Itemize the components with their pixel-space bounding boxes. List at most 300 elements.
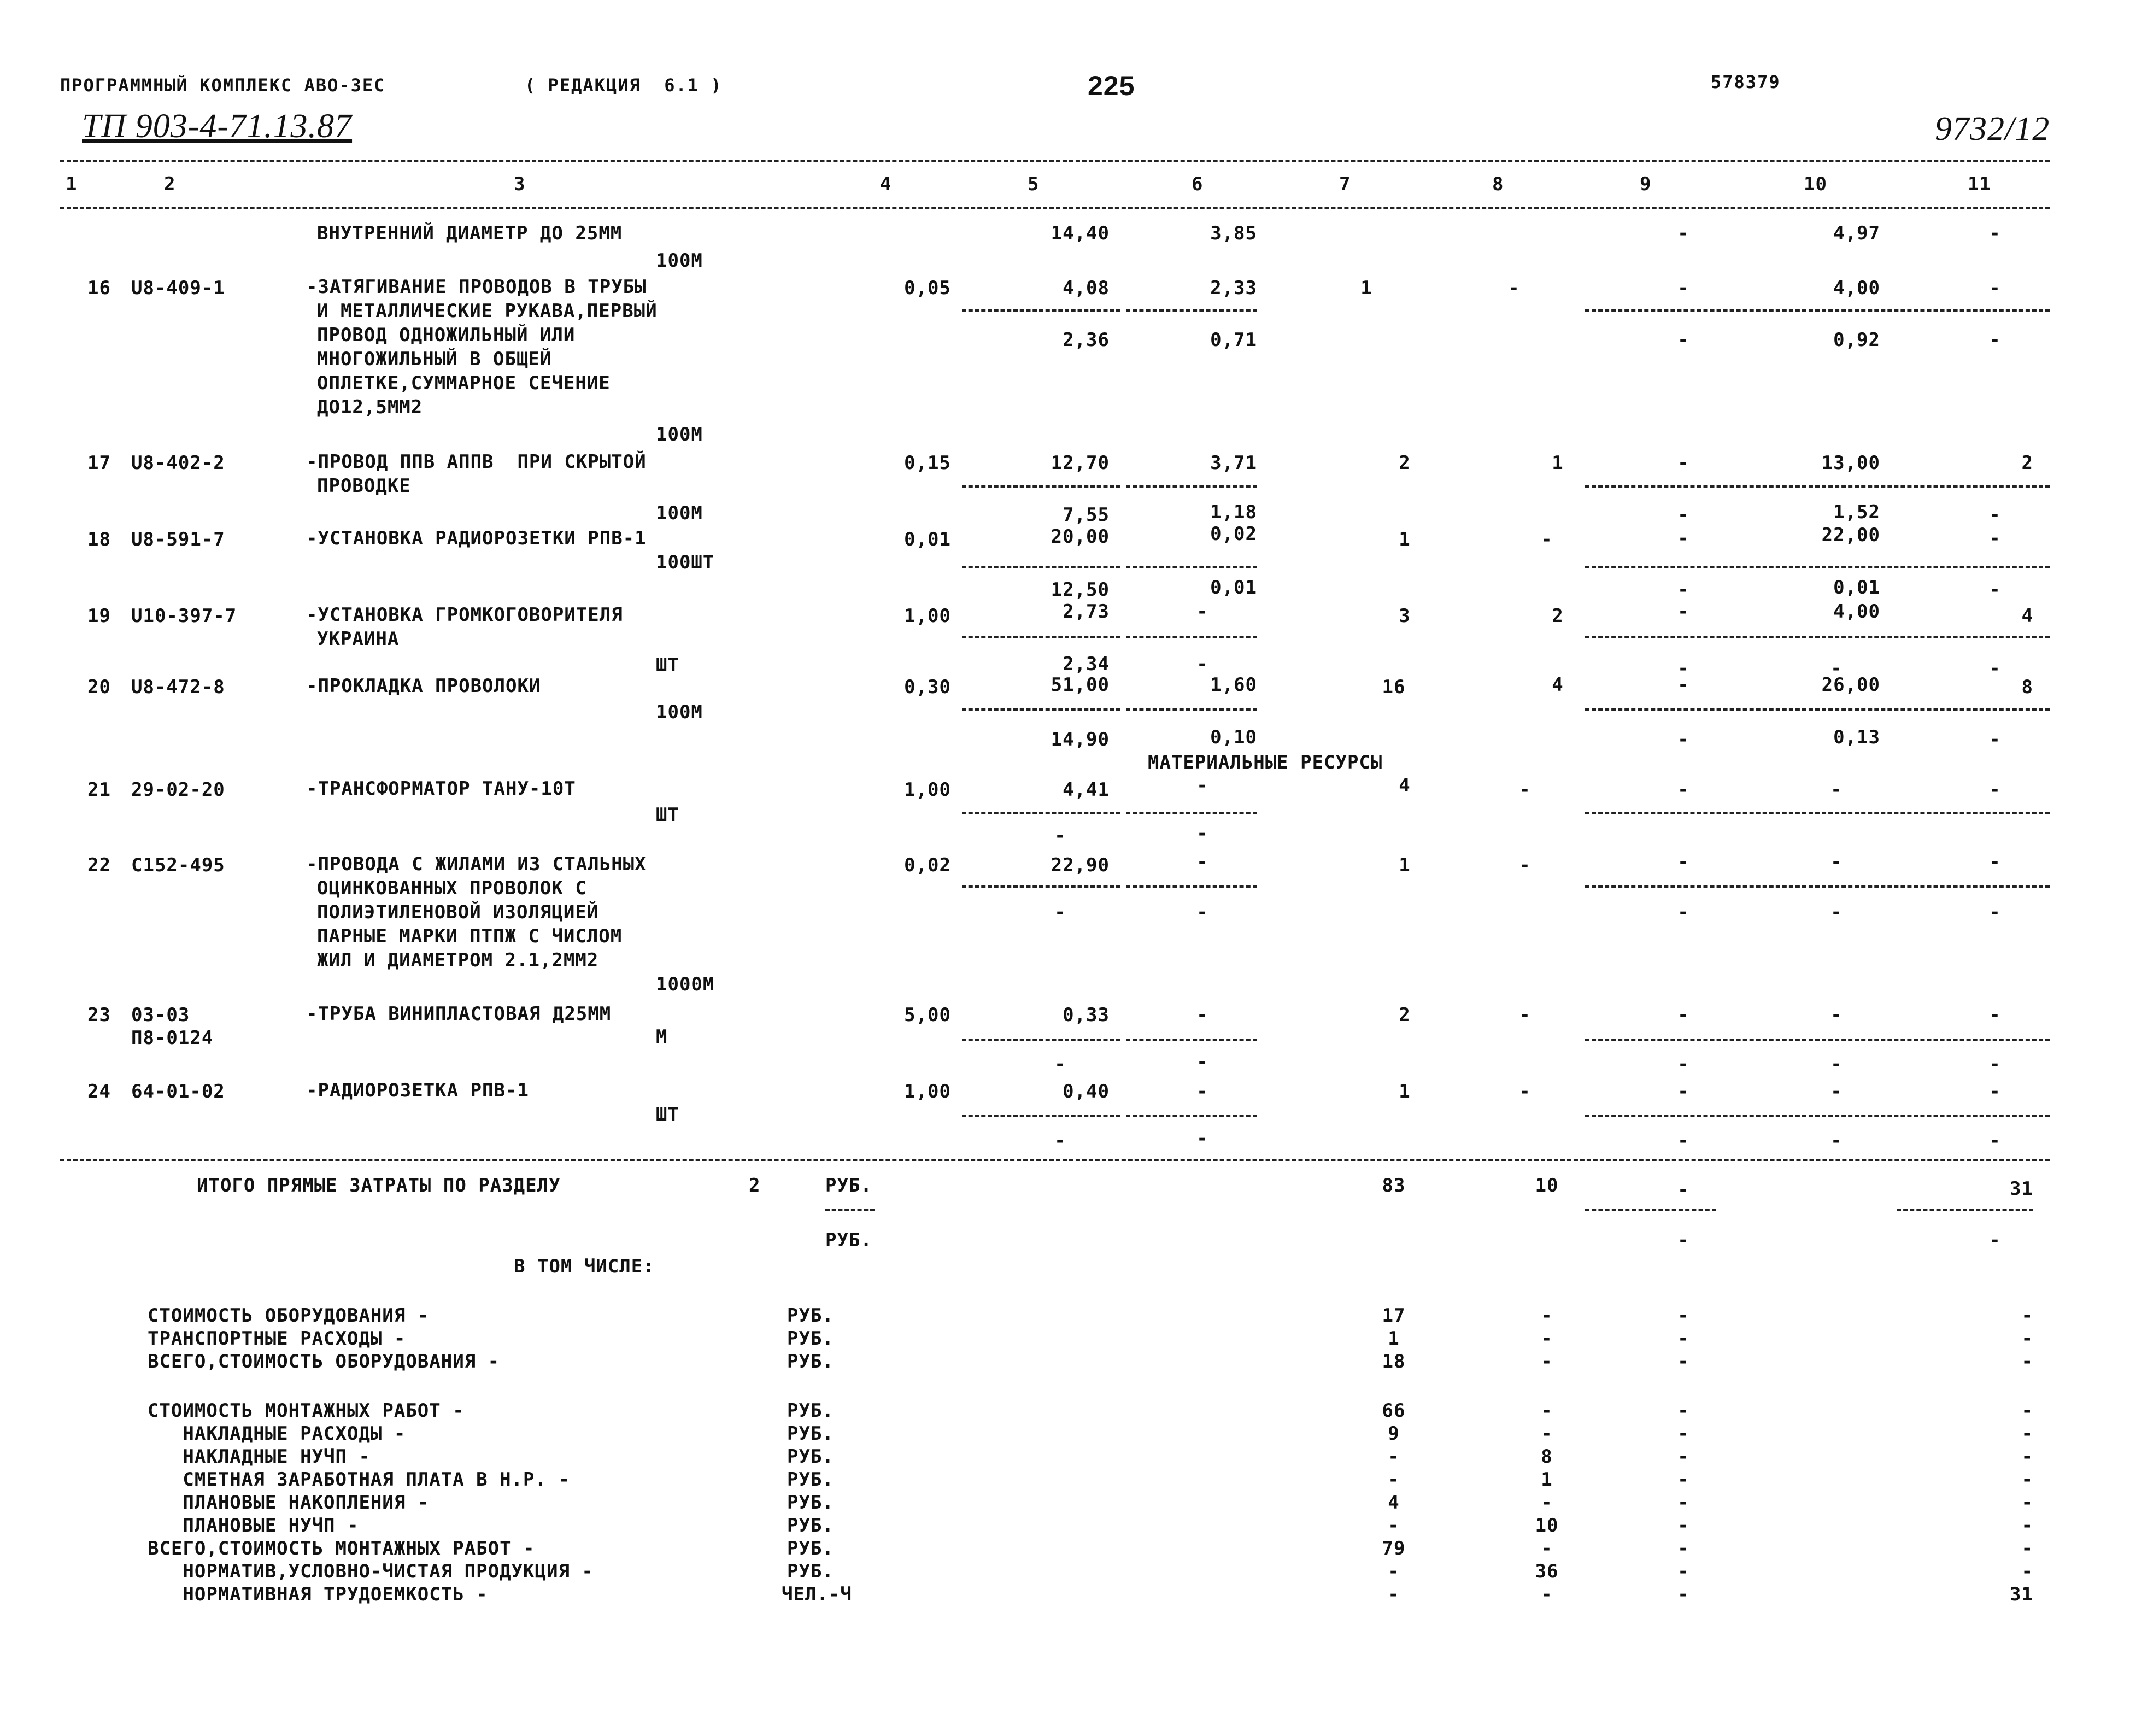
cell-separator [962, 636, 1120, 638]
cell-separator [1126, 885, 1257, 888]
summary-c9: - [1677, 1446, 1689, 1468]
cell-c6: 1,60 [1210, 674, 1257, 696]
summary-label: НОРМАТИВНАЯ ТРУДОЕМКОСТЬ - [148, 1583, 488, 1605]
total-unit: РУБ. [825, 1175, 872, 1197]
summary-c9: - [1677, 1305, 1689, 1327]
col-header-1: 1 [66, 173, 78, 195]
summary-c11: - [2021, 1400, 2033, 1422]
summary-unit: РУБ. [787, 1469, 834, 1491]
row-number: 22 [87, 854, 111, 876]
cell-c11: - [1989, 1053, 2001, 1075]
cell-c7: 16 [1382, 676, 1406, 698]
summary-c8: - [1541, 1328, 1553, 1350]
cell-separator [962, 1115, 1120, 1117]
row-description: ОПЛЕТКЕ,СУММАРНОЕ СЕЧЕНИЕ [317, 372, 611, 394]
col-header-10: 10 [1804, 173, 1827, 195]
header-divider-bottom [60, 207, 2050, 209]
cell-c5: - [1054, 1130, 1066, 1152]
row-number: 24 [87, 1081, 111, 1102]
cell-c10: - [1830, 1053, 1843, 1075]
summary-c9: - [1677, 1538, 1689, 1559]
cell-c11: - [1989, 527, 2001, 549]
cell-c7: 2 [1399, 1004, 1411, 1026]
row-unit: 1000М [656, 973, 715, 995]
cell-separator [1126, 485, 1257, 488]
col-header-6: 6 [1192, 173, 1204, 195]
cell-c10: 0,13 [1833, 726, 1880, 748]
cell-separator [1585, 309, 2050, 312]
cell-c8: - [1519, 1004, 1531, 1026]
cell-separator [962, 885, 1120, 888]
total-c11-2: - [1989, 1229, 2001, 1251]
cell-c6: 0,01 [1210, 577, 1257, 599]
cell-separator [962, 1039, 1120, 1041]
col-header-7: 7 [1339, 173, 1351, 195]
cell-c5: - [1054, 825, 1066, 847]
row-description: ОЦИНКОВАННЫХ ПРОВОЛОК С [317, 877, 587, 899]
cell-separator [962, 309, 1120, 312]
col-header-11: 11 [1968, 173, 1991, 195]
summary-label: НАКЛАДНЫЕ РАСХОДЫ - [148, 1423, 406, 1445]
cell-c10: - [1830, 1130, 1843, 1152]
cell-c5: 12,70 [1051, 452, 1110, 474]
row-code: C152-495 [131, 854, 225, 876]
summary-label: СТОИМОСТЬ МОНТАЖНЫХ РАБОТ - [148, 1400, 465, 1422]
total-c9-2: - [1677, 1229, 1689, 1251]
summary-c7: 4 [1388, 1492, 1400, 1514]
summary-label: НАКЛАДНЫЕ НУЧП - [148, 1446, 371, 1468]
summary-c9: - [1677, 1400, 1689, 1422]
document-code: 578379 [1711, 72, 1781, 92]
cell-separator [1897, 1209, 2033, 1211]
cell-c6: 0,02 [1210, 523, 1257, 545]
cell-c6: - [1196, 1004, 1208, 1026]
page-number: 225 [1088, 71, 1135, 101]
cell-separator [1585, 566, 2050, 568]
cell-c8: 1 [1552, 452, 1564, 474]
summary-label: СМЕТНАЯ ЗАРАБОТНАЯ ПЛАТА В Н.Р. - [148, 1469, 570, 1491]
summary-c7: 9 [1388, 1423, 1400, 1445]
row-number: 16 [87, 277, 111, 299]
cell-c11: - [1989, 779, 2001, 801]
summary-c11: - [2021, 1515, 2033, 1536]
total-c11: 31 [2010, 1178, 2033, 1200]
row-description: ВНУТРЕННИЙ ДИАМЕТР ДО 25ММ [317, 222, 623, 244]
summary-c11: - [2021, 1538, 2033, 1559]
cell-c11: - [1989, 658, 2001, 679]
total-c9: - [1677, 1179, 1689, 1201]
cell-c9: - [1677, 452, 1689, 474]
cell-c10: - [1830, 658, 1843, 679]
row-unit: 100М [656, 502, 703, 524]
cell-c11: - [1989, 1130, 2001, 1152]
row-unit: 100М [656, 701, 703, 723]
cell-c5: 51,00 [1051, 674, 1110, 696]
summary-unit: РУБ. [787, 1328, 834, 1350]
cell-c4: 5,00 [904, 1004, 951, 1026]
handwritten-project-number: ТП 903-4-71.13.87 [82, 108, 353, 145]
summary-c8: - [1541, 1583, 1553, 1605]
cell-c11: 8 [2021, 676, 2033, 698]
cell-c8: 4 [1552, 674, 1564, 696]
summary-c7: - [1388, 1583, 1400, 1605]
cell-c9: - [1677, 1004, 1689, 1026]
summary-unit: РУБ. [787, 1561, 834, 1582]
cell-separator [962, 812, 1120, 814]
row-number: 20 [87, 676, 111, 698]
row-code: U10-397-7 [131, 605, 237, 627]
cell-c5: 7,55 [1063, 504, 1110, 526]
row-unit: ШТ [656, 654, 679, 676]
cell-c9: - [1677, 222, 1689, 244]
cell-c9: - [1677, 1081, 1689, 1102]
summary-label: ТРАНСПОРТНЫЕ РАСХОДЫ - [148, 1328, 406, 1350]
summary-label: ПЛАНОВЫЕ НАКОПЛЕНИЯ - [148, 1492, 430, 1514]
cell-separator [1126, 636, 1257, 638]
row-unit: 100М [656, 250, 703, 272]
cell-c7: 1 [1399, 529, 1411, 550]
row-description: -УСТАНОВКА ГРОМКОГОВОРИТЕЛЯ [306, 604, 623, 626]
row-description: -УСТАНОВКА РАДИОРОЗЕТКИ РПВ-1 [306, 527, 647, 549]
cell-c10: 26,00 [1821, 674, 1880, 696]
col-header-2: 2 [164, 173, 176, 195]
cell-separator [1126, 309, 1257, 312]
col-header-4: 4 [880, 173, 892, 195]
program-title: ПРОГРАММНЫЙ КОМПЛЕКС АВО-ЗЕС [60, 75, 386, 96]
row-description: УКРАИНА [317, 628, 400, 650]
cell-c6: 0,71 [1210, 329, 1257, 351]
cell-separator [962, 485, 1120, 488]
cell-c6: - [1196, 601, 1208, 623]
cell-c5: 0,40 [1063, 1081, 1110, 1102]
cell-c10: - [1830, 1081, 1843, 1102]
summary-c9: - [1677, 1561, 1689, 1582]
row-description: МНОГОЖИЛЬНЫЙ В ОБЩЕЙ [317, 348, 552, 370]
cell-c6: 3,85 [1210, 222, 1257, 244]
cell-c5: 22,90 [1051, 854, 1110, 876]
row-code: 64-01-02 [131, 1081, 225, 1102]
row-description: -ПРОКЛАДКА ПРОВОЛОКИ [306, 675, 541, 697]
row-number: 23 [87, 1004, 111, 1026]
col-header-5: 5 [1028, 173, 1040, 195]
summary-unit: РУБ. [787, 1515, 834, 1536]
cell-c10: - [1830, 1004, 1843, 1026]
cell-c9: - [1677, 527, 1689, 549]
cell-c9: - [1677, 851, 1689, 873]
summary-c8: - [1541, 1400, 1553, 1422]
summary-label: ВСЕГО,СТОИМОСТЬ ОБОРУДОВАНИЯ - [148, 1351, 500, 1373]
cell-c9: - [1677, 277, 1689, 299]
totals-divider [60, 1159, 2050, 1161]
summary-label: СТОИМОСТЬ ОБОРУДОВАНИЯ - [148, 1305, 430, 1327]
row-code: U8-409-1 [131, 277, 225, 299]
cell-separator [1585, 1039, 2050, 1041]
cell-c9: - [1677, 901, 1689, 923]
cell-c5: 0,33 [1063, 1004, 1110, 1026]
summary-c11: - [2021, 1492, 2033, 1514]
total-c8: 10 [1535, 1175, 1559, 1197]
summary-unit: РУБ. [787, 1492, 834, 1514]
row-code: 29-02-20 [131, 779, 225, 801]
cell-c10: 22,00 [1821, 524, 1880, 546]
cell-c4: 0,01 [904, 529, 951, 550]
col-header-8: 8 [1492, 173, 1504, 195]
summary-c7: - [1388, 1446, 1400, 1468]
cell-c6: - [1196, 1128, 1208, 1149]
cell-c6: - [1196, 823, 1208, 844]
cell-c11: - [1989, 729, 2001, 750]
row-code: U8-591-7 [131, 529, 225, 550]
cell-separator [1585, 1209, 1716, 1211]
including-label: В ТОМ ЧИСЛЕ: [514, 1256, 655, 1277]
summary-c11: 31 [2010, 1583, 2033, 1605]
summary-c8: 10 [1535, 1515, 1559, 1536]
cell-c9: - [1677, 504, 1689, 526]
cell-c9: - [1677, 1130, 1689, 1152]
cell-c6: - [1196, 851, 1208, 873]
cell-c7: 3 [1399, 605, 1411, 627]
summary-c7: 79 [1382, 1538, 1406, 1559]
cell-c10: 4,00 [1833, 601, 1880, 623]
row-description: -РАДИОРОЗЕТКА РПВ-1 [306, 1080, 529, 1101]
row-code: 03-03 [131, 1004, 190, 1026]
summary-c11: - [2021, 1328, 2033, 1350]
cell-c11: - [1989, 504, 2001, 526]
summary-unit: РУБ. [787, 1400, 834, 1422]
summary-c9: - [1677, 1515, 1689, 1536]
cell-separator [1126, 1115, 1257, 1117]
summary-c9: - [1677, 1469, 1689, 1491]
total-section: 2 [749, 1175, 761, 1197]
summary-label: ВСЕГО,СТОИМОСТЬ МОНТАЖНЫХ РАБОТ - [148, 1538, 535, 1559]
cell-c5: 2,73 [1063, 601, 1110, 623]
cell-c11: - [1989, 277, 2001, 299]
total-label: ИТОГО ПРЯМЫЕ ЗАТРАТЫ ПО РАЗДЕЛУ [197, 1175, 561, 1197]
row-description: -ПРОВОД ППВ АППВ ПРИ СКРЫТОЙ [306, 451, 647, 473]
summary-c11: - [2021, 1351, 2033, 1373]
summary-unit: РУБ. [787, 1423, 834, 1445]
cell-c10: - [1830, 851, 1843, 873]
cell-c5: 2,34 [1063, 653, 1110, 675]
cell-separator [1126, 566, 1257, 568]
cell-separator [1585, 708, 2050, 711]
row-unit: ШТ [656, 1104, 679, 1125]
summary-c11: - [2021, 1561, 2033, 1582]
cell-c4: 0,15 [904, 452, 951, 474]
total-c7: 83 [1382, 1175, 1406, 1197]
cell-c5: - [1054, 901, 1066, 923]
row-description: -ЗАТЯГИВАНИЕ ПРОВОДОВ В ТРУБЫ [306, 276, 647, 298]
cell-c10: - [1830, 901, 1843, 923]
summary-c9: - [1677, 1492, 1689, 1514]
cell-c4: 1,00 [904, 1081, 951, 1102]
cell-c4: 1,00 [904, 605, 951, 627]
cell-separator [1585, 885, 2050, 888]
cell-c8: - [1519, 854, 1531, 876]
summary-label: НОРМАТИВ,УСЛОВНО-ЧИСТАЯ ПРОДУКЦИЯ - [148, 1561, 594, 1582]
cell-c5: 2,36 [1063, 329, 1110, 351]
cell-c5: 4,08 [1063, 277, 1110, 299]
summary-c8: 8 [1541, 1446, 1553, 1468]
cell-c9: - [1677, 1053, 1689, 1075]
summary-unit: РУБ. [787, 1538, 834, 1559]
cell-c11: - [1989, 1081, 2001, 1102]
cell-separator [1126, 708, 1257, 711]
cell-c6: 2,33 [1210, 277, 1257, 299]
cell-c8: 2 [1552, 605, 1564, 627]
row-description: -ТРУБА ВИНИПЛАСТОВАЯ Д25ММ [306, 1003, 612, 1025]
cell-c7: 1 [1399, 854, 1411, 876]
cell-separator [825, 1209, 875, 1211]
cell-c7: 2 [1399, 452, 1411, 474]
cell-c6: - [1196, 901, 1208, 923]
cell-c6: 3,71 [1210, 452, 1257, 474]
row-description: И МЕТАЛЛИЧЕСКИЕ РУКАВА,ПЕРВЫЙ [317, 300, 658, 322]
summary-unit: ЧЕЛ.-Ч [782, 1583, 852, 1605]
section-title: МАТЕРИАЛЬНЫЕ РЕСУРСЫ [1148, 752, 1383, 773]
handwritten-sheet-number: 9732/12 [1935, 110, 2050, 148]
summary-label: ПЛАНОВЫЕ НУЧП - [148, 1515, 359, 1536]
row-unit: 100ШТ [656, 552, 715, 573]
cell-c11: - [1989, 222, 2001, 244]
cell-c9: - [1677, 579, 1689, 601]
summary-c7: 1 [1388, 1328, 1400, 1350]
summary-c11: - [2021, 1469, 2033, 1491]
summary-c7: - [1388, 1515, 1400, 1536]
cell-c6: - [1196, 775, 1208, 796]
summary-c8: - [1541, 1351, 1553, 1373]
cell-c11: - [1989, 1004, 2001, 1026]
cell-c7: 4 [1399, 775, 1411, 796]
cell-separator [962, 566, 1120, 568]
summary-unit: РУБ. [787, 1446, 834, 1468]
cell-c10: 13,00 [1821, 452, 1880, 474]
cell-c4: 1,00 [904, 779, 951, 801]
total-unit-2: РУБ. [825, 1229, 872, 1251]
cell-c5: 4,41 [1063, 779, 1110, 801]
row-description: ДО12,5ММ2 [317, 396, 423, 418]
row-description: ПРОВОДКЕ [317, 475, 411, 497]
row-unit: 100М [656, 424, 703, 445]
cell-c11: - [1989, 579, 2001, 601]
row-description: ПРОВОД ОДНОЖИЛЬНЫЙ ИЛИ [317, 324, 576, 346]
summary-c8: - [1541, 1492, 1553, 1514]
row-code: U8-472-8 [131, 676, 225, 698]
summary-c8: - [1541, 1305, 1553, 1327]
summary-c9: - [1677, 1423, 1689, 1445]
cell-c9: - [1677, 729, 1689, 750]
cell-c10: 0,92 [1833, 329, 1880, 351]
cell-separator [1585, 1115, 2050, 1117]
row-description: ПОЛИЭТИЛЕНОВОЙ ИЗОЛЯЦИЕЙ [317, 901, 599, 923]
cell-c6: 1,18 [1210, 501, 1257, 523]
col-header-3: 3 [514, 173, 526, 195]
summary-c7: - [1388, 1469, 1400, 1491]
cell-c10: 1,52 [1833, 501, 1880, 523]
summary-c7: 17 [1382, 1305, 1406, 1327]
row-unit: М [656, 1026, 668, 1048]
summary-c9: - [1677, 1583, 1689, 1605]
cell-c5: 20,00 [1051, 526, 1110, 548]
cell-c4: 0,05 [904, 277, 951, 299]
summary-c7: - [1388, 1561, 1400, 1582]
cell-c11: - [1989, 329, 2001, 351]
summary-unit: РУБ. [787, 1351, 834, 1373]
summary-c7: 18 [1382, 1351, 1406, 1373]
cell-c6: - [1196, 1081, 1208, 1102]
cell-separator [1585, 812, 2050, 814]
cell-c5: 14,90 [1051, 729, 1110, 750]
row-number: 17 [87, 452, 111, 474]
cell-c5: - [1054, 1053, 1066, 1075]
summary-c9: - [1677, 1351, 1689, 1373]
row-number: 21 [87, 779, 111, 801]
cell-c11: - [1989, 901, 2001, 923]
cell-c6: - [1196, 653, 1208, 675]
cell-c9: - [1677, 658, 1689, 679]
cell-c10: - [1830, 779, 1843, 801]
row-number: 19 [87, 605, 111, 627]
summary-c11: - [2021, 1423, 2033, 1445]
summary-c8: 1 [1541, 1469, 1553, 1491]
row-code: П8-0124 [131, 1027, 214, 1049]
summary-c8: 36 [1535, 1561, 1559, 1582]
cell-c5: 14,40 [1051, 222, 1110, 244]
cell-c11: - [1989, 851, 2001, 873]
cell-c4: 0,02 [904, 854, 951, 876]
row-number: 18 [87, 529, 111, 550]
summary-c8: - [1541, 1538, 1553, 1559]
cell-c11: 4 [2021, 605, 2033, 627]
cell-c6: - [1196, 1051, 1208, 1073]
row-description: ЖИЛ И ДИАМЕТРОМ 2.1,2ММ2 [317, 949, 599, 971]
cell-c8: - [1541, 529, 1553, 550]
summary-unit: РУБ. [787, 1305, 834, 1327]
cell-c10: 4,97 [1833, 222, 1880, 244]
cell-c8: - [1508, 277, 1520, 299]
cell-c7: 1 [1399, 1081, 1411, 1102]
cell-c10: 0,01 [1833, 577, 1880, 599]
row-unit: ШТ [656, 804, 679, 826]
summary-c11: - [2021, 1305, 2033, 1327]
cell-separator [1585, 485, 2050, 488]
cell-separator [962, 708, 1120, 711]
cell-c9: - [1677, 329, 1689, 351]
row-description: -ПРОВОДА С ЖИЛАМИ ИЗ СТАЛЬНЫХ [306, 853, 647, 875]
cell-c9: - [1677, 674, 1689, 696]
edition-label: ( РЕДАКЦИЯ 6.1 ) [525, 75, 723, 96]
col-header-9: 9 [1640, 173, 1652, 195]
summary-c9: - [1677, 1328, 1689, 1350]
summary-c11: - [2021, 1446, 2033, 1468]
cell-c11: 2 [2021, 452, 2033, 474]
row-description: ПАРНЫЕ МАРКИ ПТПЖ С ЧИСЛОМ [317, 925, 623, 947]
cell-c9: - [1677, 779, 1689, 801]
cell-c9: - [1677, 601, 1689, 623]
cell-c10: 4,00 [1833, 277, 1880, 299]
row-description: -ТРАНСФОРМАТОР ТАНУ-10Т [306, 778, 576, 800]
cell-c8: - [1519, 779, 1531, 801]
cell-c8: - [1519, 1081, 1531, 1102]
cell-separator [1126, 812, 1257, 814]
cell-c7: 1 [1360, 277, 1372, 299]
summary-c7: 66 [1382, 1400, 1406, 1422]
summary-c8: - [1541, 1423, 1553, 1445]
header-divider-top [60, 160, 2050, 162]
row-code: U8-402-2 [131, 452, 225, 474]
cell-separator [1585, 636, 2050, 638]
cell-c4: 0,30 [904, 676, 951, 698]
